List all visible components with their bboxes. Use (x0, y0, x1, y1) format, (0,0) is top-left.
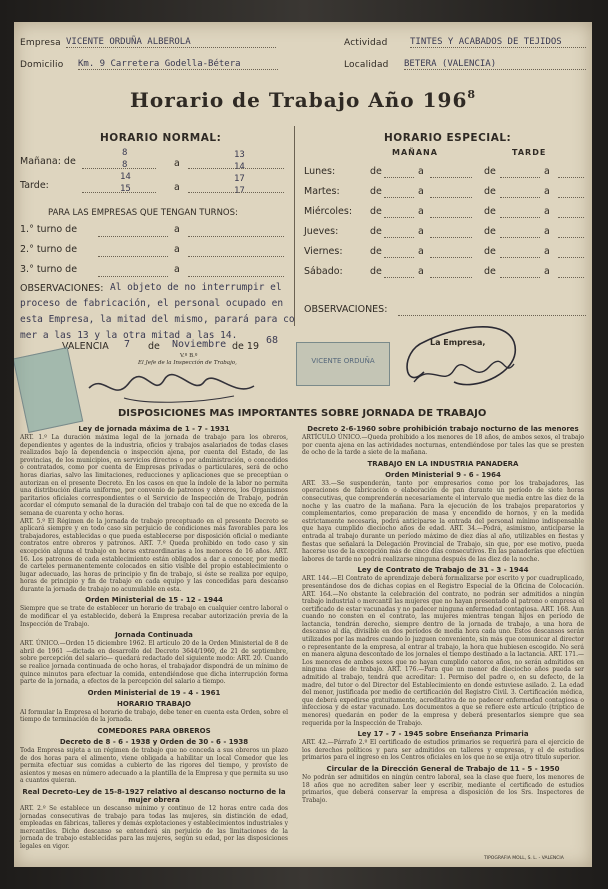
company-stamp-text: VICENTE ORDUÑA (311, 357, 375, 365)
especial-a-m-5: a (418, 266, 424, 277)
especial-blank (384, 277, 414, 278)
especial-a-t-2: a (544, 206, 550, 217)
especial-de-t-0: de (484, 166, 496, 177)
especial-a-t-5: a (544, 266, 550, 277)
especial-de-m-0: de (370, 166, 382, 177)
turno-2-a: a (174, 244, 180, 255)
disposicion-text: ART. 144.—El Contrato de aprendizaje deberá formalizarse por escrito y por cuadruplicado, presentándose dos de dichas copias en el Registro Especial de la Oficina de Colocación. ART. 164.—No obstante la celebración del contrato, no podrán ser admitidos a ningún trabajo industrial o mercantil las mujeres que no hayan presentado al patrono o empresa el certificado de estar vacunadas y no padecer ninguna enfermedad contagiosa. ART. 168. Aun cuando no consten en el contrato, las mujeres mientras tengan hijos en período de lactancia, tendrán derecho, siempre dentro de la jornada de trabajo, a una hora de descanso al día, divisible en dos períodos de media hora cada uno. Estos descansos serán utilizados por las madres cuando lo juzguen conveniente, sin más que comunicar al director o representante de la empresa, al entrar al trabajo, la hora que hubiesen escogido. No será en manera alguna descontado de los jornales el tiempo destinado a la lactancia. ART. 171.—Los menores de ambos sexos que no hayan cumplido catorce años, no serán admitidos en ninguna clase de trabajo. ART. 176.—Para que un menor de dieciocho años pueda ser admitido al trabajo, tendrá que acreditar: 1. Permiso del padre o, en su defecto, de la madre, del tutor o del Director del Establecimiento en donde estuviese asilado. 2. La edad del menor, justificada por medio de certificación del Registro Civil. 3. Certificación médica, que deberá expedirse gratuitamente, acreditativa de no padecer enfermedad contagiosa o infecciosa y de estar vacunado. Los documentos a que se refiere este artículo (tríptico de menores) quedarán en poder de la empresa y deberá presentarlos siempre que sea requerida por la Inspección de Trabajo. (302, 575, 584, 727)
horario-normal-heading: HORARIO NORMAL: (100, 132, 222, 144)
especial-blank (430, 237, 472, 238)
disposiciones-right-column (302, 422, 584, 804)
normal-to-1: 13 (234, 150, 245, 160)
fecha-anio: 68 (266, 335, 279, 346)
especial-blank (558, 177, 584, 178)
tarde-column-heading: TARDE (512, 148, 547, 157)
especial-a-t-4: a (544, 246, 550, 257)
especial-blank (500, 257, 540, 258)
disposicion-heading: Decreto 2-6-1960 sobre prohibición trabajo nocturno de las menores (307, 425, 579, 433)
especial-a-m-2: a (418, 206, 424, 217)
especial-blank (558, 237, 584, 238)
especial-blank (430, 217, 472, 218)
horario-document (14, 22, 592, 867)
disposicion-heading: Ley de jornada máxima de 1 - 7 - 1931 (78, 425, 230, 433)
especial-blank (430, 277, 472, 278)
company-signature (394, 312, 534, 402)
especial-a-m-3: a (418, 226, 424, 237)
especial-blank (558, 277, 584, 278)
disposicion-text: ART. 42.—Párrafo 2.º El certificado de estudios primarios se requerirá para el ejercicio de los derechos políticos y para ser admitidos en talleres y empresas, y el de estudios primarios para el ingreso en los Centros oficiales en los que no se exija otro título superior. (302, 739, 584, 762)
especial-de-m-2: de (370, 206, 382, 217)
column-divider (294, 126, 295, 326)
especial-blank (384, 197, 414, 198)
localidad-value: BETERA (VALENCIA) (404, 59, 586, 70)
turno-3-a: a (174, 264, 180, 275)
title-text: Horario de Trabajo Año 196 (130, 88, 468, 112)
disposicion-heading: Orden Ministerial de 19 - 4 - 1961 (87, 688, 221, 697)
especial-blank (500, 217, 540, 218)
especial-blank (384, 177, 414, 178)
disposicion-text: ART. 1.º La duración máxima legal de la jornada de trabajo para los obreros, dependientes y agentes de la industria, oficios y trabajos asalariados de todas clases realizados bajo la dependencia o inspección ajena, por cuenta del Estado, de las provincias, de los municipios, en servicios directos o por administración, o concedidos o contratados, como por cuenta de Empresas privadas o particulares, será de ocho horas diarias, salvo las limitaciones, reducciones y aplicaciones que se preceptúan o autorizan en el presente Decreto. En los casos en que la índole de la labor no permita una distribución diaria uniforme, por convenio de patronos y obreros, los Organismos paritarios oficiales correspondientes o el Servicio de Inspección de Trabajo, podrán acordar el cómputo semanal de la duración del trabajo con tal de que no exceda de la semana de cuarenta y ocho horas. (20, 434, 288, 517)
observaciones-line-2: proceso de fabricación, el personal ocupado en (20, 298, 284, 309)
especial-de-m-3: de (370, 226, 382, 237)
disposicion-text: ARTÍCULO ÚNICO.—Queda prohibido a los menores de 18 años, de ambos sexos, el trabajo por cuenta ajena en las actividades nocturnas, entendiéndose por tales las que se presten de ocho de la tarde a siete de la mañana. (302, 434, 584, 457)
disposicion-heading: Orden Ministerial 9 - 6 - 1964 (385, 470, 501, 479)
actividad-label: Actividad (344, 38, 388, 48)
especial-blank (500, 197, 540, 198)
title-year-digit: 8 (467, 88, 477, 101)
normal-from-4: 15 (120, 184, 131, 194)
empresa-label: Empresa (20, 38, 61, 48)
disposicion-heading: Ley de Contrato de Trabajo de 31 - 3 - 1944 (357, 566, 529, 575)
normal-to-2: 14 (234, 162, 245, 172)
especial-a-m-4: a (418, 246, 424, 257)
horario-especial-heading: HORARIO ESPECIAL: (384, 132, 512, 144)
manana-label: Mañana: de (20, 156, 76, 167)
disposicion-heading: Decreto de 8 - 6 - 1938 y Orden de 30 - 6 - 1938 (59, 738, 249, 746)
fecha-lugar: VALENCIA (62, 341, 109, 352)
disposicion-text: ART. 33.—Se suspenderán, tanto por empresarios como por los trabajadores, las operaciones de fabricación o elaboración de pan durante un período de siete horas consecutivas, que comprenderán necesariamente el intervalo que media entre las diez de la noche y las cuatro de la mañana. Para la ejecución de los trabajos preparatorios y complementarios, como preparación de masa y encendido de hornos, y en la medida estrictamente necesaria, podrá anticiparse la entrada del personal mínimo indispensable que haya cumplido dieciocho años de edad. ART. 34.—Podrá, asimismo, anticiparse la entrada al trabajo durante un período máximo de diez días al año, utilizables en fiestas y fiestas que señalará la Delegación Provincial de Trabajo, sin que, por ese motivo, pueda hacerse uso de la excepción más de cinco días consecutivos. En las panaderías que efectúen labores de tarde no podrá realizarse ninguna después de las diez de la noche. (302, 479, 584, 563)
disposicion-heading: Real Decreto-Ley de 15-8-1927 relativo al descanso nocturno de la mujer obrera (22, 787, 286, 804)
normal-from-3: 14 (120, 172, 131, 182)
normal-to-4: 17 (234, 186, 245, 196)
especial-de-t-2: de (484, 206, 496, 217)
especial-blank (558, 197, 584, 198)
observaciones-line-3: esta Empresa, la mitad del mismo, parará para co (20, 314, 295, 325)
disposicion-heading: Circular de la Dirección General de Trabajo de 11 - 5 - 1950 (326, 764, 560, 773)
especial-blank (384, 257, 414, 258)
fecha-mes: Noviembre (172, 339, 227, 350)
especial-day-4: Viernes: (304, 246, 343, 257)
disposicion-heading: TRABAJO EN LA INDUSTRIA PANADERA (367, 459, 519, 468)
inspector-signature (84, 368, 264, 408)
normal-a-1: a (174, 158, 180, 169)
turno-1-label: 1.° turno de (20, 224, 78, 235)
disposicion-text: ART. 2.º Se establece un descanso mínimo y continuo de 12 horas entre cada dos jornadas consecutivas de trabajo para todas las mujeres, sin distinción de edad, empleadas en fábricas, talleres y demás explotaciones y establecimientos industriales y mercantiles. Dicho descanso se entenderá sin perjuicio de las limitaciones de la jornada de trabajo establecidas para las mujeres, según su edad, por las disposiciones legales en vigor. (20, 804, 288, 850)
normal-to-3: 17 (234, 174, 245, 184)
page-title (130, 88, 476, 112)
especial-blank (430, 177, 472, 178)
fecha-de-1: de (148, 341, 160, 352)
tax-stamp (14, 347, 83, 433)
jefe-inspeccion-label: El Jefe de la Inspección de Trabajo, (138, 360, 237, 366)
observaciones-line-4: mer a las 13 y la otra mitad a las 14. (20, 330, 238, 341)
especial-blank (500, 277, 540, 278)
disposiciones-title: DISPOSICIONES MAS IMPORTANTES SOBRE JORNADA DE TRABAJO (118, 408, 487, 419)
turno-1-a: a (174, 224, 180, 235)
disposicion-heading: HORARIO TRABAJO (117, 699, 191, 708)
especial-a-t-1: a (544, 186, 550, 197)
especial-a-t-3: a (544, 226, 550, 237)
especial-a-m-1: a (418, 186, 424, 197)
normal-from-1: 8 (122, 148, 128, 158)
empresa-value: VICENTE ORDUÑA ALBEROLA (66, 37, 276, 48)
especial-observaciones-label: OBSERVACIONES: (304, 304, 388, 315)
especial-de-m-5: de (370, 266, 382, 277)
disposicion-heading: Ley 17 - 7 - 1945 sobre Enseñanza Primaria (357, 730, 529, 739)
especial-blank (430, 257, 472, 258)
especial-de-t-5: de (484, 266, 496, 277)
tarde-label: Tarde: (20, 180, 49, 191)
fecha-dia: 7 (124, 339, 131, 350)
especial-blank (384, 237, 414, 238)
especial-blank (500, 237, 540, 238)
manana-column-heading: MAÑANA (392, 148, 438, 157)
especial-de-m-4: de (370, 246, 382, 257)
disposicion-heading: COMEDORES PARA OBREROS (97, 727, 211, 735)
company-stamp (296, 342, 390, 386)
especial-blank (384, 217, 414, 218)
especial-blank (558, 217, 584, 218)
especial-day-0: Lunes: (304, 166, 336, 177)
disposicion-text: Siempre que se trate de establecer un horario de trabajo en cualquier centro laboral o de modificar el ya establecido, deberá la Empresa recabar autorización previa de la Inspección de Trabajo. (20, 605, 288, 628)
normal-from-2: 8 (122, 160, 128, 170)
especial-day-3: Jueves: (304, 226, 339, 237)
especial-day-5: Sábado: (304, 266, 343, 277)
actividad-value: TINTES Y ACABADOS DE TEJIDOS (410, 37, 586, 48)
especial-blank (430, 197, 472, 198)
especial-de-t-3: de (484, 226, 496, 237)
turno-3-label: 3.° turno de (20, 264, 78, 275)
especial-blank (558, 257, 584, 258)
disposicion-text: Al formular la Empresa el horario de trabajo, debe tener en cuenta esta Orden, sobre el tiempo de terminación de la jornada. (20, 708, 288, 724)
printer-credit: TIPOGRAFIA MOLL, S. L. - VALENCIA (484, 856, 564, 861)
disposicion-text: No podrán ser admitidos en ningún centro laboral, sea la clase que fuere, los menores de 18 años que no acrediten saber leer y escribir, mediante el certificado de estudios primarios, que deberá conservar la empresa a disposición de los Srs. Inspectores de Trabajo. (302, 773, 584, 804)
especial-de-t-4: de (484, 246, 496, 257)
visto-bueno: V.º B.º (180, 353, 198, 359)
normal-a-2: a (174, 182, 180, 193)
la-empresa-label: La Empresa, (430, 338, 486, 347)
especial-blank (500, 177, 540, 178)
disposicion-heading: Orden Ministerial de 15 - 12 - 1944 (85, 596, 223, 605)
disposicion-text: ART. 5.º El Régimen de la jornada de trabajo preceptuado en el presente Decreto se aplicará siempre y en todo caso sin perjuicio de condiciones más favorables para los trabajadores, establecidas o que pueda establecerse por disposición oficial o mediante contratos entre obreros y patronos. ART. 7.º Queda prohibido en todo caso y sin excepción alguna el trabajo en horas extraordinarias a los menores de 16 años. ART. 16. Los patronos de cada establecimiento están obligados a dar a conocer, por medio de carteles permanentemente colocados en sitio visible del propio establecimiento o lugar adecuado, las horas de principio y fin de trabajo, si éste se realiza por equipo, horas de principio y fin de trabajo en cada equipo y las concedidas para descanso durante la jornada de trabajo no acumulable en esta. (20, 517, 288, 593)
especial-de-t-1: de (484, 186, 496, 197)
observaciones-label: OBSERVACIONES: (20, 283, 104, 294)
observaciones-line-1: Al objeto de no interrumpir el (110, 282, 282, 293)
especial-day-2: Miércoles: (304, 206, 353, 217)
especial-a-t-0: a (544, 166, 550, 177)
turno-2-label: 2.° turno de (20, 244, 78, 255)
especial-day-1: Martes: (304, 186, 340, 197)
especial-a-m-0: a (418, 166, 424, 177)
turnos-heading: PARA LAS EMPRESAS QUE TENGAN TURNOS: (48, 208, 238, 218)
fecha-de-2: de 19 (232, 341, 259, 352)
domicilio-value: Km. 9 Carretera Godella-Bétera (78, 59, 278, 70)
disposicion-heading: Jornada Continuada (115, 631, 193, 640)
especial-de-m-1: de (370, 186, 382, 197)
disposiciones-left-column (20, 422, 288, 851)
disposicion-text: ART. ÚNICO.—Orden 15 diciembre 1962. El artículo 20 de la Orden Ministerial de 8 de abril de 1961 —dictada en desarrollo del Decreto 3644/1960, de 21 de septiembre, sobre percepción del salario— quedará redactado del siguiente modo: ART. 20. Cuando se realice jornada continuada de ocho horas, el trabajador dispondrá de un mínimo de quince minutos para efectuar la comida, entendiéndose que dicha interrupción forma parte de la jornada, a efectos de la percepción del salario a tiempo. (20, 640, 288, 686)
localidad-label: Localidad (344, 60, 389, 70)
disposicion-text: Toda Empresa sujeta a un régimen de trabajo que no conceda a sus obreros un plazo de dos horas para el alimento, viene obligada a habilitar un local Comedor que les permita efectuar sus comidas a cubierto de las rigores del tiempo, y provisto de asientos y mesas en número adecuado a la plantilla de la Empresa y que permita su uso a cuantos quieran. (20, 747, 288, 785)
domicilio-label: Domicilio (20, 60, 64, 70)
